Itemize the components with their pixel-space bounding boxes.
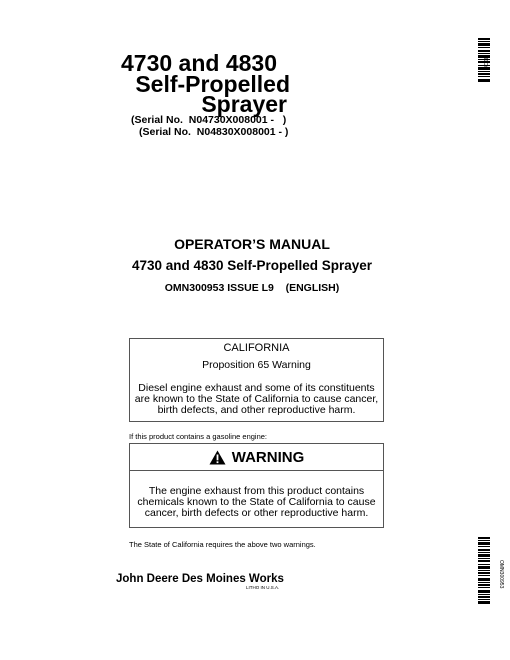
title-line-3: Sprayer — [201, 91, 287, 117]
publisher-name: John Deere Des Moines Works — [116, 573, 284, 585]
prop65-text-1: Diesel engine exhaust and some of its constituents — [138, 382, 375, 394]
manual-issue: OMN300953 ISSUE L9 (ENGLISH) — [164, 282, 340, 294]
title-line-2: Self-Propelled — [135, 71, 290, 97]
warning-box — [129, 443, 384, 528]
title-line-1: 4730 and 4830 — [120, 50, 277, 76]
gasoline-note: If this product contains a gasoline engine: — [129, 432, 268, 441]
warning-header — [130, 444, 383, 471]
prop65-box — [129, 338, 384, 422]
prop65-text-2: are known to the State of California to cause cancer, — [134, 393, 379, 405]
warning-text-1: The engine exhaust from this product contains — [148, 485, 365, 497]
serial-number-1: (Serial No. N04730X008001 - ) — [131, 114, 287, 126]
barcode-bottom-text: OMN300953 — [498, 560, 504, 589]
manual-heading: OPERATOR’S MANUAL — [174, 236, 330, 252]
prop65-state: CALIFORNIA — [223, 342, 290, 354]
litho-note: LITHO IN U.S.A. — [246, 585, 280, 590]
serial-number-2: (Serial No. N04830X008001 - ) — [139, 126, 289, 138]
barcode-top-text: DCY — [482, 58, 488, 69]
warning-text-3: cancer, birth defects or other reproductive harm. — [144, 507, 369, 519]
requirement-note: The State of California requires the above two warnings. — [129, 540, 316, 549]
manual-subtitle: 4730 and 4830 Self-Propelled Sprayer — [131, 258, 373, 273]
barcode-bottom — [478, 537, 490, 617]
warning-text-2: chemicals known to the State of California to cause — [137, 496, 376, 508]
warning-triangle-icon — [209, 450, 226, 465]
prop65-text-3: birth defects, and other reproductive harm. — [157, 404, 356, 416]
warning-label: WARNING — [231, 448, 305, 466]
prop65-heading: Proposition 65 Warning — [202, 359, 311, 371]
